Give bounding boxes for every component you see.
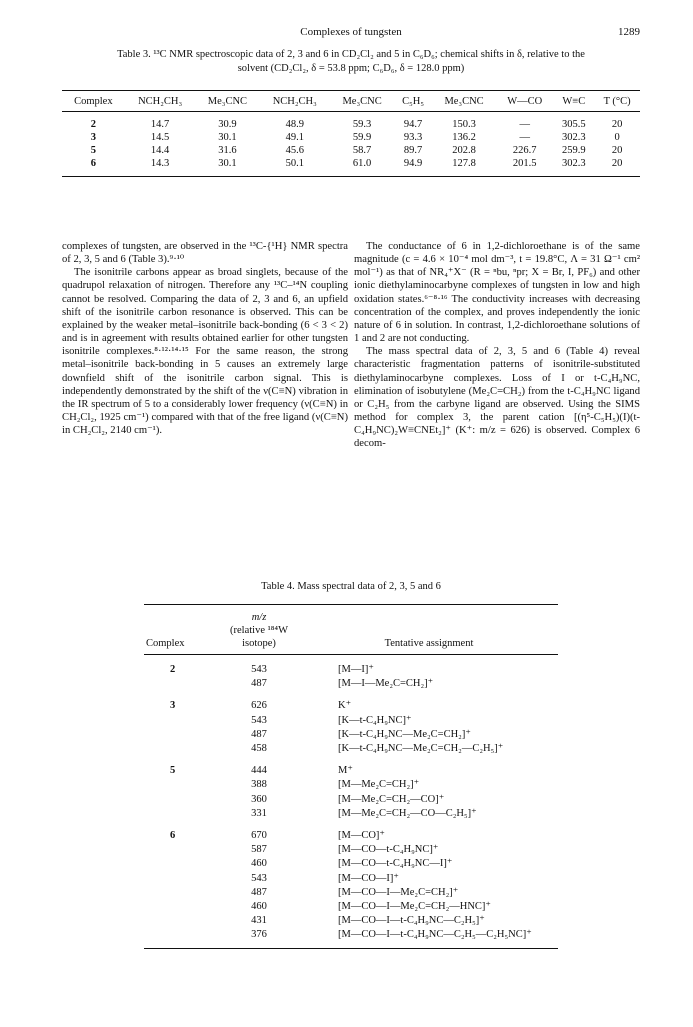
table3-cell: 302.3 [562,132,586,143]
page-number: 1289 [618,26,640,38]
table3-cell: 61.0 [330,157,394,177]
table4-assignment-cell: M⁺ [338,765,353,777]
table3-header-cell: Me₃CNC [330,91,394,112]
table3-caption-line1: Table 3. ¹³C NMR spectroscopic data of 2, 3 and 6 in CD₂Cl₂ and 5 in C₆D₆; chemical shifts in δ, relative to the [117,49,585,60]
table-row [144,793,558,807]
table3-cell: 48.9 [285,119,304,130]
table4-mz-cell: 388 [251,779,267,791]
table-row [62,112,640,132]
table4-assignment-cell: [K—t-C₄H₉NC—Me₂C=CH₂—C₂H₅]⁺ [338,743,504,755]
table3-cell: 2 [90,119,96,130]
table4-complex-cell [144,778,218,792]
running-title: Complexes of tungsten [300,26,402,38]
table4-complex-cell [144,807,218,821]
table-row [144,886,558,900]
table4-header-assignment: Tentative assignment [300,605,558,655]
table3-header-cell: W≡C [553,91,594,112]
table3-cell: 20 [611,119,623,130]
table-row [144,928,558,948]
table4-complex-cell: 3 [170,700,176,712]
table3-cell: 20 [611,145,623,156]
table4-complex-cell [144,728,218,742]
body-paragraph: The mass spectral data of 2, 3, 5 and 6 (Table 4) reveal characteristic fragmentation patterns of isonitrile-substituted diethylaminocarbyne complexes. Loss of I or t-C₄H₉NC, elimination of isobutylene (Me₂C=CH₂) from the t-C₄H₉NC ligand or C₂H₅ from the carbyne ligand are observed. Using the SIMS method for complex 3, the parent cation [(η⁵-C₅H₅)(I)(t-C₄H₉NC)₂W≡CNEt₂]⁺ (K⁺: m/z = 626) is observed. Complex 6 decom- [354,346,640,450]
table4-complex-cell: 2 [170,664,176,675]
table3-cell: 30.1 [218,132,237,143]
body-paragraph: The conductance of 6 in 1,2-dichloroethane is of the same magnitude (c = 4.6 × 10⁻⁴ mol dm⁻³, t = 19.8°C, Λ = 31 Ω⁻¹ cm² mol⁻¹) as that of NR₄⁺X⁻ (R = ⁿbu, ⁿpr; X = Br, I, PF₆) and other ionic diethylaminocarbyne complexes of tungsten in low and high oxidation states.⁶⁻⁸·¹⁶ The conductivity increases with decreasing concentration of the complex, and proves independently the ionic nature of 6 in solution. In contrast, 1,2-dichloroethane solutions of 1 and 2 are not conducting. [354,241,640,345]
table3-cell: 136.2 [452,132,476,143]
table3-cell: 30.9 [218,119,237,130]
table4-complex-cell [144,843,218,857]
table3-cell: 14.4 [150,145,170,156]
table-row [62,131,640,144]
table4-mz-cell: 376 [218,928,300,948]
table4-mz-cell: 543 [251,714,267,726]
table3-cell: 14.5 [150,132,170,143]
table4-assignment-cell: [M—CO—I—Me₂C=CH₂—HNC]⁺ [338,901,491,913]
table-row [144,857,558,871]
table-row [144,807,558,821]
table4-header-mz-line: (relative ¹⁸⁴W [230,625,288,636]
table-row [62,157,640,177]
table3 [62,90,640,177]
table4-header-mz [218,605,300,655]
table4-complex-cell [144,886,218,900]
table3-cell: — [519,119,530,130]
table4-assignment-cell: [M—CO—t-C₄H₉NC—I]⁺ [338,858,453,870]
table4-mz-cell: 331 [251,807,267,819]
table-row [144,821,558,843]
table-row [144,778,558,792]
table3-header-cell: Complex [62,91,125,112]
table4-assignment-cell: [M—CO]⁺ [338,830,385,842]
table4-complex-cell [144,914,218,928]
table4-mz-cell: 460 [251,901,267,913]
table4 [144,604,558,949]
table4-assignment-cell: [M—Me₂C=CH₂—CO—C₂H₅]⁺ [338,807,477,819]
table4-mz-cell: 543 [251,872,267,884]
table3-header-cell: C₅H₅ [394,91,432,112]
table-row [144,655,558,678]
table3-cell: 49.1 [285,132,304,143]
table3-cell: 202.8 [452,145,476,156]
table-row [144,843,558,857]
table4-assignment-cell: [M—CO—t-C₄H₉NC]⁺ [338,844,439,856]
table3-cell: 150.3 [452,119,476,130]
table4-complex-cell [144,677,218,691]
table4-complex-cell [144,714,218,728]
table3-cell: 226.7 [512,145,537,156]
table4-mz-cell: 360 [251,793,267,805]
table4-assignment-cell: [M—I—Me₂C=CH₂]⁺ [338,678,434,690]
table3-cell: 5 [90,145,96,156]
table-row [144,691,558,713]
table4-complex-cell [144,872,218,886]
table3-cell: — [519,132,530,143]
table3-cell: 30.1 [196,157,260,177]
table4-header-row [144,605,558,655]
table-row [144,677,558,691]
table3-cell: 127.8 [432,157,496,177]
table3-header-cell: Me₃CNC [196,91,260,112]
table4-mz-cell: 670 [251,830,267,842]
running-header [62,26,640,42]
table4-assignment-cell: [M—CO—I—t-C₄H₉NC—C₂H₅]⁺ [338,915,485,927]
table3-header-cell: Me₃CNC [432,91,496,112]
table3-cell: 31.6 [218,145,237,156]
table3-cell: 89.7 [403,145,423,156]
table-row [144,900,558,914]
table4-complex-cell [144,793,218,807]
table4-mz-cell: 444 [251,765,267,777]
table4-header-mz-line: m/z [251,612,267,623]
table3-header-cell: NCH₂CH₃ [259,91,330,112]
table-row [62,144,640,157]
table3-cell: 201.5 [496,157,554,177]
table4-body [144,655,558,949]
table4-mz-cell: 487 [251,678,267,690]
table3-cell: 93.3 [403,132,423,143]
table3-cell: 94.7 [403,119,423,130]
table4-mz-cell: 431 [251,915,267,927]
table4-header-complex: Complex [144,605,218,655]
table4-mz-cell: 543 [251,664,267,675]
table4-assignment-cell: [M—CO—I]⁺ [338,872,399,884]
table3-cell: 59.9 [352,132,372,143]
table3-caption [62,48,640,76]
table4-mz-cell: 587 [251,844,267,856]
table3-header-cell: W—CO [496,91,554,112]
table4-complex-cell [144,742,218,756]
table-row [144,872,558,886]
table4-mz-cell: 487 [251,886,267,898]
table4-caption: Table 4. Mass spectral data of 2, 3, 5 and 6 [261,581,441,592]
table-row [144,714,558,728]
table4-mz-cell: 458 [251,743,267,755]
table3-cell: 45.6 [285,145,304,156]
body-paragraph: complexes of tungsten, are observed in the ¹³C-{¹H} NMR spectra of 2, 3, 5 and 6 (Table 3).⁹·¹⁰ [62,241,348,266]
table4-complex-cell: 6 [170,830,176,842]
table3-cell: 58.7 [352,145,372,156]
table3-cell: 6 [62,157,125,177]
table3-cell: 14.3 [125,157,196,177]
table4-complex-cell: 5 [170,765,176,777]
body-column-left [62,240,348,437]
table4-mz-cell: 626 [251,700,267,712]
table4-assignment-cell: K⁺ [338,700,352,712]
table3-cell: 59.3 [352,119,372,130]
table-row [144,914,558,928]
table-row [144,756,558,778]
table3-cell: 14.7 [150,119,170,130]
table3-cell: 302.3 [553,157,594,177]
table-row [144,728,558,742]
table4-complex-cell [144,857,218,871]
table3-header-cell: NCH₂CH₃ [125,91,196,112]
table3-cell: 3 [90,132,96,143]
table4-mz-cell: 487 [251,728,267,740]
body-paragraph: The isonitrile carbons appear as broad singlets, because of the quadrupol relaxation of nitrogen. Therefore any ¹³C–¹⁴N coupling cannot be resolved. Comparing the data of 2, 3 and 6, an upfield shift of the isonitrile carbon resonance is observed. This can be explained by the weaker metal–isonitrile back-bonding (6 < 3 < 2) and is in agreement with results obtained earlier for other tungsten isonitrile complexes.⁸·¹²·¹⁴·¹⁵ For the same reason, the strong metal–isonitrile back-bonding in 5 causes an extremely large downfield shift of the isonitrile carbon signal. This is independently demonstrated by the shift of the ν(C≡N) vibration in the IR spectrum of 5 to a considerably lower frequency (ν(C≡N) in CH₂Cl₂, 1925 cm⁻¹) compared with that of the free ligand (ν(C≡N) in CH₂Cl₂, 2140 cm⁻¹). [62,267,348,437]
table4-complex-cell [144,928,218,948]
table3-caption-line2: solvent (CD₂Cl₂, δ = 53.8 ppm; C₆D₆, δ = 128.0 ppm) [237,63,465,74]
table3-header-cell: T (°C) [594,91,640,112]
table3-cell: 0 [614,132,620,143]
table3-cell: 50.1 [259,157,330,177]
table4-assignment-cell: [M—CO—I—t-C₄H₉NC—C₂H₅—C₂H₅NC]⁺ [300,928,558,948]
table-row [144,742,558,756]
table4-header-mz-line: isotope) [242,638,276,649]
table3-cell: 94.9 [394,157,432,177]
table4-mz-cell: 460 [251,858,267,870]
table4-assignment-cell: [K—t-C₄H₉NC—Me₂C=CH₂]⁺ [338,728,471,740]
table4-complex-cell [144,900,218,914]
body-column-right [354,240,640,451]
table4-assignment-cell: [M—I]⁺ [338,664,374,675]
table4-assignment-cell: [M—CO—I—Me₂C=CH₂]⁺ [338,886,459,898]
table3-header-row [62,91,640,112]
table4-assignment-cell: [M—Me₂C=CH₂]⁺ [338,779,420,791]
table4-assignment-cell: [K—t-C₄H₉NC]⁺ [338,714,412,726]
table3-cell: 305.5 [562,119,586,130]
table3-cell: 259.9 [562,145,586,156]
table3-cell: 20 [594,157,640,177]
table4-assignment-cell: [M—Me₂C=CH₂—CO]⁺ [338,793,445,805]
